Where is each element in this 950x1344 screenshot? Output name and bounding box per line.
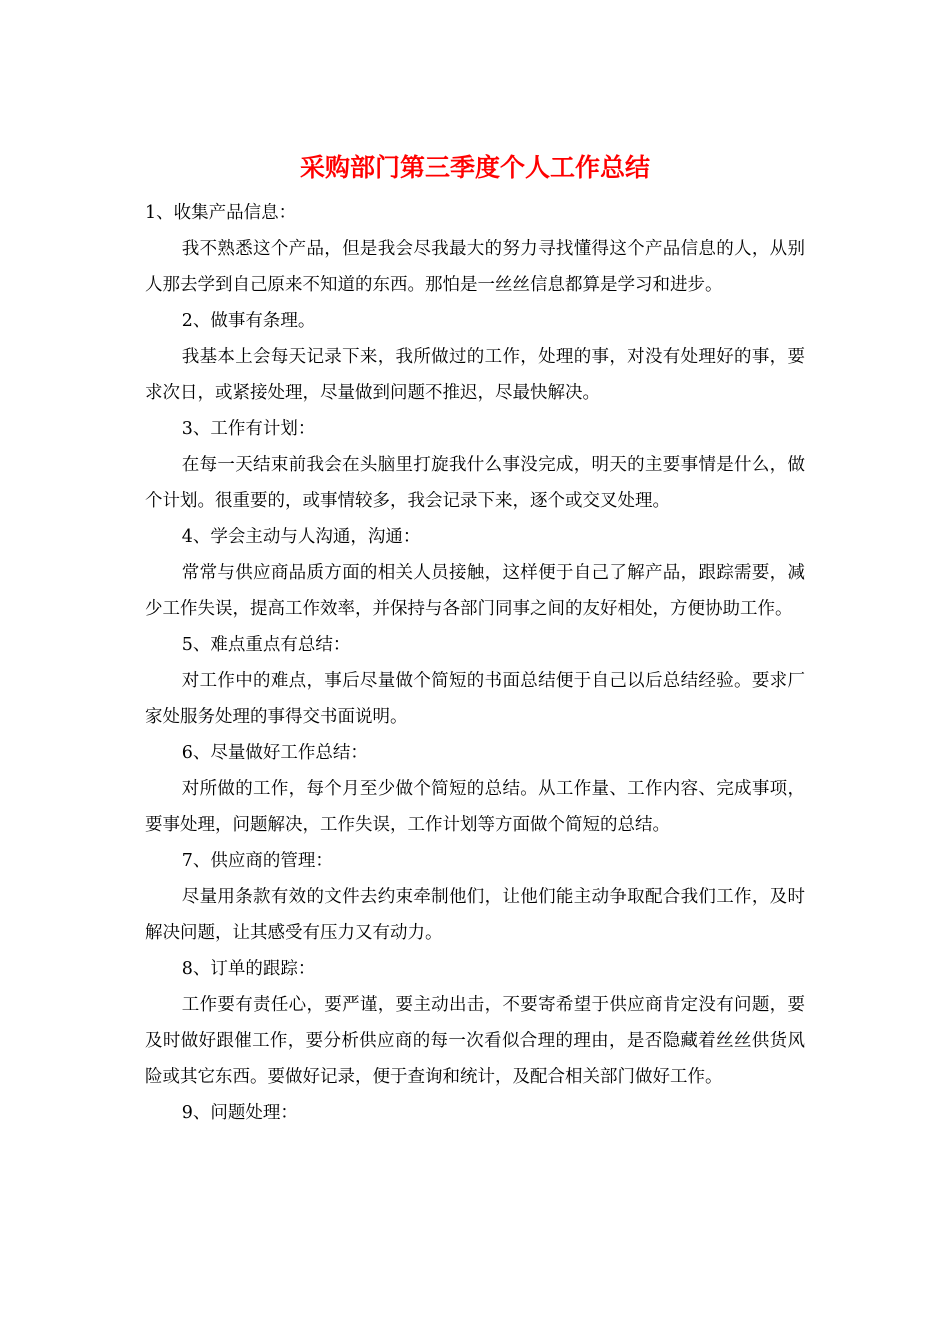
body-paragraph: 尽量用条款有效的文件去约束牵制他们，让他们能主动争取配合我们工作，及时解决问题，让其感受有压力又有动力。 bbox=[145, 887, 805, 943]
body-paragraph: 我不熟悉这个产品，但是我会尽我最大的努力寻找懂得这个产品信息的人，从别人那去学到自己原来不知道的东西。那怕是一丝丝信息都算是学习和进步。 bbox=[145, 239, 805, 295]
body-paragraph: 我基本上会每天记录下来，我所做过的工作，处理的事，对没有处理好的事，要求次日，或紧接处理，尽量做到问题不推迟，尽最快解决。 bbox=[145, 347, 805, 403]
section-heading: 3、工作有计划： bbox=[181, 419, 316, 439]
section-heading: 2、做事有条理。 bbox=[181, 311, 316, 331]
section-heading: 7、供应商的管理： bbox=[181, 851, 333, 871]
body-paragraph: 在每一天结束前我会在头脑里打旋我什么事没完成，明天的主要事情是什么，做个计划。很重要的，或事情较多，我会记录下来，逐个或交叉处理。 bbox=[145, 455, 805, 511]
section-heading: 8、订单的跟踪： bbox=[181, 959, 316, 979]
document-title: 采购部门第三季度个人工作总结 bbox=[299, 153, 650, 182]
section-heading: 1、收集产品信息： bbox=[145, 203, 297, 223]
document-body bbox=[145, 195, 805, 1131]
section-heading: 6、尽量做好工作总结： bbox=[181, 743, 368, 763]
section-heading: 5、难点重点有总结： bbox=[181, 635, 351, 655]
body-paragraph: 对所做的工作，每个月至少做个简短的总结。从工作量、工作内容、完成事项，要事处理，问题解决，工作失误，工作计划等方面做个简短的总结。 bbox=[145, 779, 805, 835]
body-paragraph: 常常与供应商品质方面的相关人员接触，这样便于自己了解产品，跟踪需要，减少工作失误，提高工作效率，并保持与各部门同事之间的友好相处，方便协助工作。 bbox=[145, 563, 805, 619]
section-heading: 4、学会主动与人沟通，沟通： bbox=[181, 527, 421, 547]
body-paragraph: 对工作中的难点，事后尽量做个简短的书面总结便于自己以后总结经验。要求厂家处服务处理的事得交书面说明。 bbox=[145, 671, 805, 727]
section-heading: 9、问题处理： bbox=[181, 1103, 298, 1123]
body-paragraph: 工作要有责任心，要严谨，要主动出击，不要寄希望于供应商肯定没有问题，要及时做好跟催工作，要分析供应商的每一次看似合理的理由，是否隐藏着丝丝供货风险或其它东西。要做好记录，便于查询和统计，及配合相关部门做好工作。 bbox=[145, 995, 805, 1087]
